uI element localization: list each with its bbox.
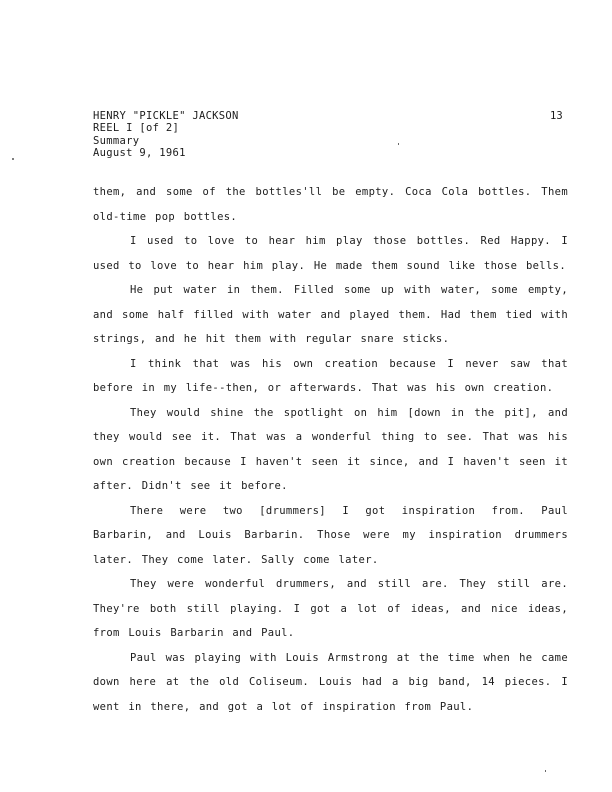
interviewee-name: HENRY "PICKLE" JACKSON	[93, 110, 239, 122]
paragraph: them, and some of the bottles'll be empty. Coca Cola bottles. Them old-time pop bottles.	[93, 186, 568, 223]
page-header	[93, 110, 239, 160]
transcript-body	[93, 180, 568, 719]
paragraph: They would shine the spotlight on him [down in the pit], and they would see it. That was a wonderful thing to see. That was his own creation because I haven't seen it since, and I haven't seen it after. Didn't see it before.	[93, 406, 568, 492]
paragraph: They were wonderful drummers, and still are. They still are. They're both still playing. I got a lot of ideas, and nice ideas, from Louis Barbarin and Paul.	[93, 578, 568, 639]
reel-label: REEL I [of 2]	[93, 122, 180, 135]
scan-speck	[12, 158, 14, 160]
page-number: 13	[550, 110, 563, 122]
summary-label: Summary	[93, 134, 140, 147]
paragraph: I used to love to hear him play those bottles. Red Happy. I used to love to hear him play. He made them sound like those bells.	[93, 235, 568, 272]
paragraph: Paul was playing with Louis Armstrong at the time when he came down here at the old Coliseum. Louis had a big band, 14 pieces. I went in there, and got a lot of inspiration from Paul.	[93, 651, 568, 713]
scan-speck	[545, 770, 546, 772]
interview-date: August 9, 1961	[93, 147, 186, 160]
paragraph: There were two [drummers] I got inspiration from. Paul Barbarin, and Louis Barbarin. Those were my inspiration drummers later. They come later. Sally come later.	[93, 504, 568, 566]
paragraph: I think that was his own creation because I never saw that before in my life--then, or afterwards. That was his own creation.	[93, 357, 568, 394]
scan-speck	[398, 143, 399, 145]
paragraph: He put water in them. Filled some up with water, some empty, and some half filled with water and played them. Had them tied with strings, and he hit them with regular snare sticks.	[93, 284, 568, 345]
